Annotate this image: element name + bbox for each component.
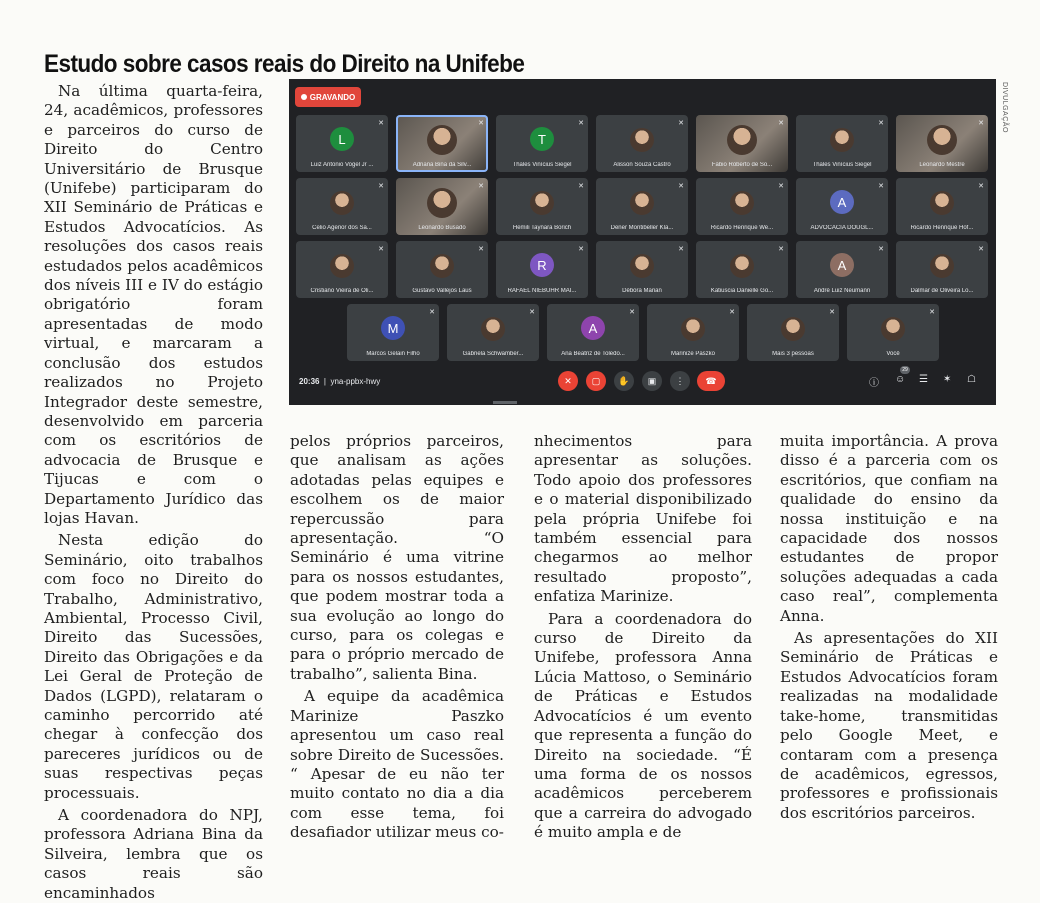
- paragraph: A coordenadora do NPJ, professora Adriana Bina da Silveira, lembra que os casos reais são encaminhados: [44, 806, 263, 902]
- muted-mic-icon: ✕: [578, 183, 584, 190]
- participant-tile[interactable]: [547, 304, 639, 361]
- muted-mic-icon: ✕: [429, 309, 435, 316]
- avatar-photo: [730, 254, 754, 278]
- meeting-info: 20:36 | yna-ppbx-hwy: [299, 377, 381, 386]
- participant-name: Thales Vinícius Siegel: [812, 162, 872, 168]
- avatar-photo: [630, 128, 654, 152]
- raise-hand-icon[interactable]: ✋: [614, 371, 634, 391]
- participant-tile[interactable]: [696, 115, 788, 172]
- participant-tile[interactable]: [396, 115, 488, 172]
- muted-mic-icon: ✕: [778, 183, 784, 190]
- meeting-time: 20:36: [299, 377, 320, 386]
- participant-name: Marinize Paszko: [670, 351, 715, 357]
- muted-mic-icon: ✕: [678, 120, 684, 127]
- paragraph: pelos próprios parceiros, que analisam as ações adotadas pelas equipes e escolhem os de maior repercussão para apresentação. “O Seminário é uma vitrine para os nossos estudantes, que podem mostrar toda a sua evolução ao longo do curso, para os colegas e para o próprio mercado de trabalho”, salienta Bina.: [290, 432, 504, 683]
- participant-tile[interactable]: [847, 304, 939, 361]
- avatar-photo: [630, 254, 654, 278]
- participant-name: Ricardo Henrique Hof...: [910, 225, 974, 231]
- participant-tile[interactable]: [496, 241, 588, 298]
- participant-tile[interactable]: [296, 241, 388, 298]
- host-controls-icon[interactable]: ☖: [967, 374, 976, 385]
- participant-name: Luiz Antonio Vogel Jr ...: [310, 162, 374, 168]
- muted-mic-icon: ✕: [878, 183, 884, 190]
- participant-tile[interactable]: [296, 115, 388, 172]
- participant-name: Marcos Gelain Filho: [366, 351, 420, 357]
- column-1: [44, 82, 263, 903]
- avatar-photo: [427, 188, 457, 218]
- participants-count-badge: 29: [900, 366, 910, 374]
- avatar-photo: [427, 125, 457, 155]
- participant-tile[interactable]: [396, 241, 488, 298]
- muted-mic-icon: ✕: [578, 246, 584, 253]
- participant-tile[interactable]: [696, 178, 788, 235]
- avatar-photo: [930, 191, 954, 215]
- avatar-photo: [730, 191, 754, 215]
- paragraph: Na última quarta-feira, 24, acadêmicos, professores e parceiros do curso de Direito do Centro Universitário de Brusque (Unifebe) participaram do XII Seminário de Práticas e Estudos Advocatícios. As resoluções dos casos reais estudados pelos acadêmicos dos níveis III e IV do estágio obrigatório foram apresentadas de modo virtual, e marcaram a conclusão dos estudos realizados no Projeto Integrador deste semestre, desenvolvido em parceria com os escritórios de advocacia de Brusque e Tijucas e com o Departamento Jurídico das lojas Havan.: [44, 82, 263, 527]
- people-icon[interactable]: ☺: [895, 374, 906, 385]
- avatar-photo: [330, 191, 354, 215]
- participant-tile[interactable]: [896, 115, 988, 172]
- muted-mic-icon: ✕: [878, 120, 884, 127]
- participant-tile[interactable]: [696, 241, 788, 298]
- present-screen-icon[interactable]: ▣: [642, 371, 662, 391]
- participant-name: Hemili Taynara Borich: [512, 225, 572, 231]
- participant-name: Ana Beatriz de Toledo...: [561, 351, 625, 357]
- participant-name: André Luiz Neumann: [813, 288, 871, 294]
- muted-mic-icon: ✕: [978, 246, 984, 253]
- photo-credit: DIVULGAÇÃO: [1001, 82, 1008, 133]
- participant-name: Gabriela Schwamber...: [462, 351, 524, 357]
- participant-name: Você: [886, 351, 900, 357]
- scroll-indicator: [493, 401, 517, 404]
- avatar-photo: [630, 191, 654, 215]
- participant-tile[interactable]: [447, 304, 539, 361]
- activities-icon[interactable]: ✶: [943, 374, 952, 385]
- participant-name: Thales Vinícius Siegel: [512, 162, 572, 168]
- participant-tile[interactable]: [396, 178, 488, 235]
- participant-tile[interactable]: [496, 178, 588, 235]
- muted-mic-icon: ✕: [578, 120, 584, 127]
- avatar: L: [330, 127, 354, 151]
- avatar: A: [581, 316, 605, 340]
- paragraph: Para a coordenadora do curso de Direito da Unifebe, professora Anna Lúcia Mattoso, o Seminário de Práticas e Estudos Advocatícios é um evento que representa a função do Direito na sociedade. “É uma forma de os nossos acadêmicos perceberem que a carreira do advogado é muito ampla e de: [534, 609, 752, 842]
- muted-mic-icon: ✕: [729, 309, 735, 316]
- participant-tile[interactable]: [796, 115, 888, 172]
- participant-name: Fábio Roberto de So...: [711, 162, 773, 168]
- participant-tile[interactable]: [747, 304, 839, 361]
- muted-mic-icon: ✕: [478, 183, 484, 190]
- muted-mic-icon: ✕: [778, 120, 784, 127]
- paragraph: Nesta edição do Seminário, oito trabalhos com foco no Direito do Trabalho, Administrativo, Ambiental, Processo Civil, Direito das Sucessões, Direito das Obrigações e da Lei Geral de Proteção de Dados (LGPD), relataram o caminho percorrido até chegar à confecção dos pareceres jurídicos ou de suas respectivas peças processuais.: [44, 531, 263, 802]
- muted-mic-icon: ✕: [529, 309, 535, 316]
- participant-tile[interactable]: [296, 178, 388, 235]
- participant-name: Mais 3 pessoas: [772, 351, 814, 357]
- participant-tile[interactable]: [896, 178, 988, 235]
- headline: Estudo sobre casos reais do Direito na Unifebe: [44, 49, 525, 78]
- participant-name: Débora Marian: [622, 288, 662, 294]
- participant-name: Cristiano Vieira de Oli...: [310, 288, 374, 294]
- avatar-photo: [481, 317, 505, 341]
- avatar-photo: [330, 254, 354, 278]
- participant-tile[interactable]: [347, 304, 439, 361]
- muted-mic-icon: ✕: [829, 309, 835, 316]
- participant-tile[interactable]: [647, 304, 739, 361]
- avatar: A: [830, 190, 854, 214]
- avatar-photo: [830, 128, 854, 152]
- participant-name: Adriana Bina da Silv...: [412, 162, 472, 168]
- avatar-photo: [930, 254, 954, 278]
- recording-badge: [295, 87, 361, 107]
- participant-name: Leonardo Mestre: [919, 162, 965, 168]
- muted-mic-icon: ✕: [478, 246, 484, 253]
- recording-label: GRAVANDO: [309, 92, 356, 102]
- avatar-photo: [727, 125, 757, 155]
- column-3: [534, 432, 752, 843]
- paragraph: nhecimentos para apresentar as soluções. Todo apoio dos professores e o material disponibilizado pela própria Unifebe foi também essencial para chegarmos ao melhor resultado proposto”, enfatiza Marinize.: [534, 432, 752, 606]
- participant-name: Katiuscia Danielle Go...: [710, 288, 774, 294]
- muted-mic-icon: ✕: [978, 120, 984, 127]
- participant-name: RAFAEL NIEBUHR MAI...: [507, 288, 577, 294]
- avatar: R: [530, 253, 554, 277]
- meeting-code: yna-ppbx-hwy: [330, 377, 381, 386]
- paragraph: muita importância. A prova disso é a parceria com os escritórios, que confiam na qualidade do ensino da nossa instituição e na capacidade dos nossos estudantes de propor soluções adequadas a cada caso real”, complementa Anna.: [780, 432, 998, 625]
- column-4: [780, 432, 998, 823]
- muted-mic-icon: ✕: [378, 183, 384, 190]
- avatar: M: [381, 316, 405, 340]
- muted-mic-icon: ✕: [978, 183, 984, 190]
- muted-mic-icon: ✕: [478, 120, 484, 127]
- participant-name: Dener Montibeller Kla...: [610, 225, 674, 231]
- muted-mic-icon: ✕: [678, 183, 684, 190]
- muted-mic-icon: ✕: [678, 246, 684, 253]
- avatar-photo: [430, 254, 454, 278]
- more-options-icon[interactable]: ⋮: [670, 371, 690, 391]
- participant-name: Alisson Souza Castro: [613, 162, 671, 168]
- participant-name: Ricardo Henrique We...: [710, 225, 774, 231]
- mic-off-icon[interactable]: ✕: [558, 371, 578, 391]
- avatar-photo: [881, 317, 905, 341]
- record-dot-icon: [301, 94, 307, 100]
- muted-mic-icon: ✕: [929, 309, 935, 316]
- participant-tile[interactable]: [596, 115, 688, 172]
- participant-tile[interactable]: [596, 178, 688, 235]
- muted-mic-icon: ✕: [378, 246, 384, 253]
- hang-up-icon[interactable]: ☎: [697, 371, 725, 391]
- info-icon[interactable]: ⓘ: [869, 378, 879, 389]
- paragraph: As apresentações do XII Seminário de Práticas e Estudos Advocatícios foram realizadas na modalidade take-home, transmitidas pelo Google Meet, e contaram com a presença de acadêmicos, egressos, professores e profissionais dos escritórios parceiros.: [780, 629, 998, 822]
- participant-name: Leonardo Busado: [418, 225, 466, 231]
- participant-name: Dalmar de Oliveira Lo...: [910, 288, 974, 294]
- participant-tile[interactable]: [796, 178, 888, 235]
- participant-name: Gustavo Vallejos Laus: [412, 288, 472, 294]
- column-2: [290, 432, 504, 843]
- avatar: A: [830, 253, 854, 277]
- muted-mic-icon: ✕: [629, 309, 635, 316]
- participant-tile[interactable]: [496, 115, 588, 172]
- avatar-photo: [927, 125, 957, 155]
- avatar-photo: [781, 317, 805, 341]
- muted-mic-icon: ✕: [378, 120, 384, 127]
- participant-name: ADVOCACIA DOUGL...: [810, 225, 874, 231]
- participant-tile[interactable]: [796, 241, 888, 298]
- meet-screenshot: [289, 79, 996, 405]
- participant-tile[interactable]: [896, 241, 988, 298]
- avatar: T: [530, 127, 554, 151]
- participant-name: Celio Agenor dos Sa...: [312, 225, 372, 231]
- paragraph: A equipe da acadêmica Marinize Paszko apresentou um caso real sobre Direito de Sucessões. “ Apesar de eu não ter muito contato no dia a dia com esse tema, foi desafiador utilizar meus co-: [290, 687, 504, 842]
- avatar-photo: [681, 317, 705, 341]
- muted-mic-icon: ✕: [778, 246, 784, 253]
- camera-off-icon[interactable]: ▢: [586, 371, 606, 391]
- chat-icon[interactable]: ☰: [919, 374, 928, 385]
- participant-tile[interactable]: [596, 241, 688, 298]
- avatar-photo: [530, 191, 554, 215]
- muted-mic-icon: ✕: [878, 246, 884, 253]
